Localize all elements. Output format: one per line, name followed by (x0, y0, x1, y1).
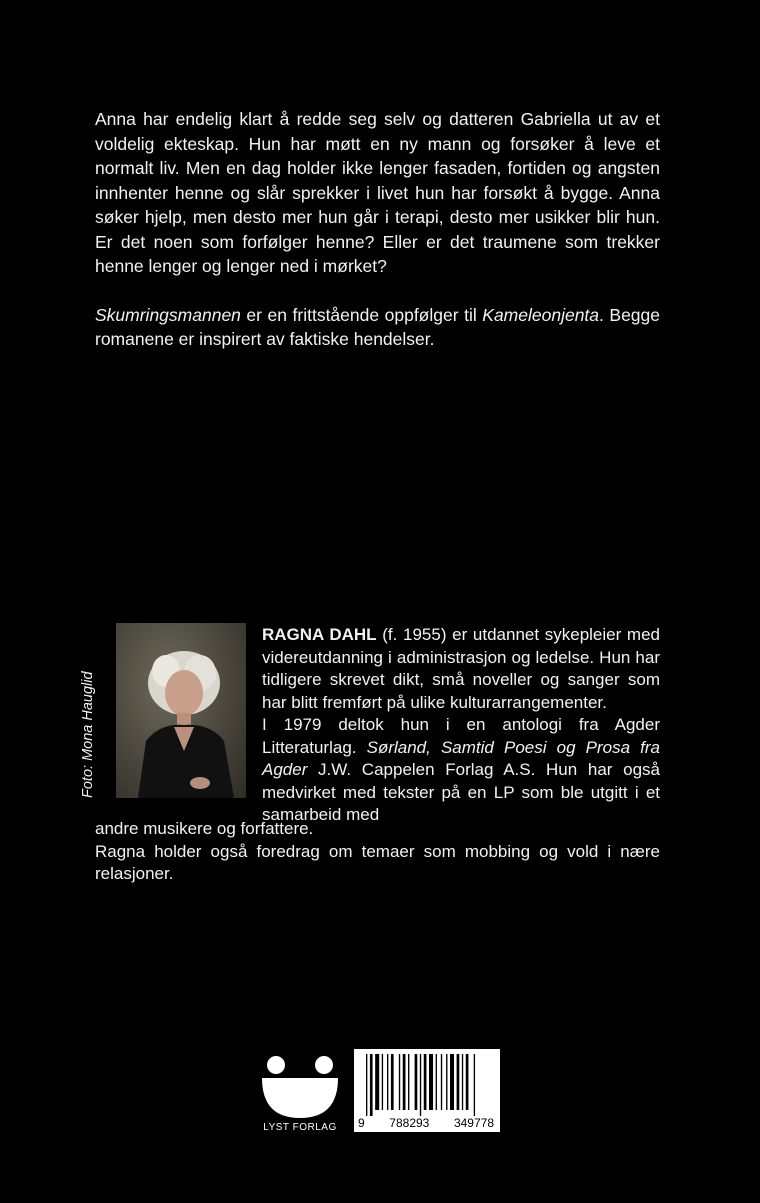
photo-credit: Foto: Mona Hauglid (80, 671, 96, 798)
isbn-barcode (354, 1049, 500, 1132)
isbn-group-2: 349778 (453, 1116, 494, 1130)
author-bio-text: (f. 1955) er utdannet sykepleier med videreutdanning i administrasjon og ledelse. Hun har tidligere skrevet dikt, små noveller og sanger som har blitt fremført på ulike kulturarrangementer. (262, 625, 660, 712)
previous-book-title: Kameleonjenta (482, 304, 600, 325)
author-bio-text-2a: I 1979 deltok hun i en antologi fra Agder Litteraturlag. (262, 715, 660, 757)
blurb-paragraph-1: Anna har endelig klart å redde seg selv og datteren Gabriella ut av et voldelig ekteskap. Hun har møtt en ny mann og forsøker å leve et normalt liv. Men en dag holder ikke lenger fasaden, fortiden og angsten innhenter henne og slår sprekker i livet hun har forsøkt å bygge. Anna søker hjelp, men desto mer hun går i terapi, desto mer usikker blir hun. Er det noen som forfølger henne? Eller er det traumene som trekker henne lenger og lenger ned i mørket? (95, 109, 660, 276)
author-photo (116, 623, 246, 798)
author-bio-paragraph-4: Ragna holder også foredrag om temaer som mobbing og vold i nære relasjoner. (95, 841, 660, 883)
blurb-paragraph-2 (95, 303, 660, 352)
book-title: Skumringsmannen (95, 304, 241, 325)
publisher-name: LYST FORLAG (263, 1122, 337, 1133)
author-name: RAGNA DAHL (262, 625, 377, 644)
anthology-title: Sørland, Samtid Poesi og Prosa fra Agder (262, 737, 660, 779)
isbn-number (354, 1116, 500, 1130)
back-cover-blurb (95, 107, 660, 352)
barcode-bars (354, 1049, 500, 1119)
author-bio-bottom (95, 818, 660, 886)
blurb-text: er en frittstående oppfølger til (240, 304, 483, 325)
author-bio-top (262, 624, 660, 827)
author-bio-paragraph-3: andre musikere og forfattere. (95, 819, 314, 838)
blurb-text-end: . Begge romanene er inspirert av faktiske hendelser. (95, 304, 661, 349)
isbn-group-1: 788293 (389, 1116, 430, 1130)
isbn-prefix: 9 (358, 1116, 365, 1130)
author-bio-paragraph-1 (262, 624, 660, 714)
author-bio-paragraph-2 (262, 714, 660, 827)
author-bio-text-2b: J.W. Cappelen Forlag A.S. Hun har også medvirket med tekster på en LP som ble utgitt i et samarbeid med (262, 760, 660, 824)
publisher-smiley-logo (258, 1056, 342, 1125)
